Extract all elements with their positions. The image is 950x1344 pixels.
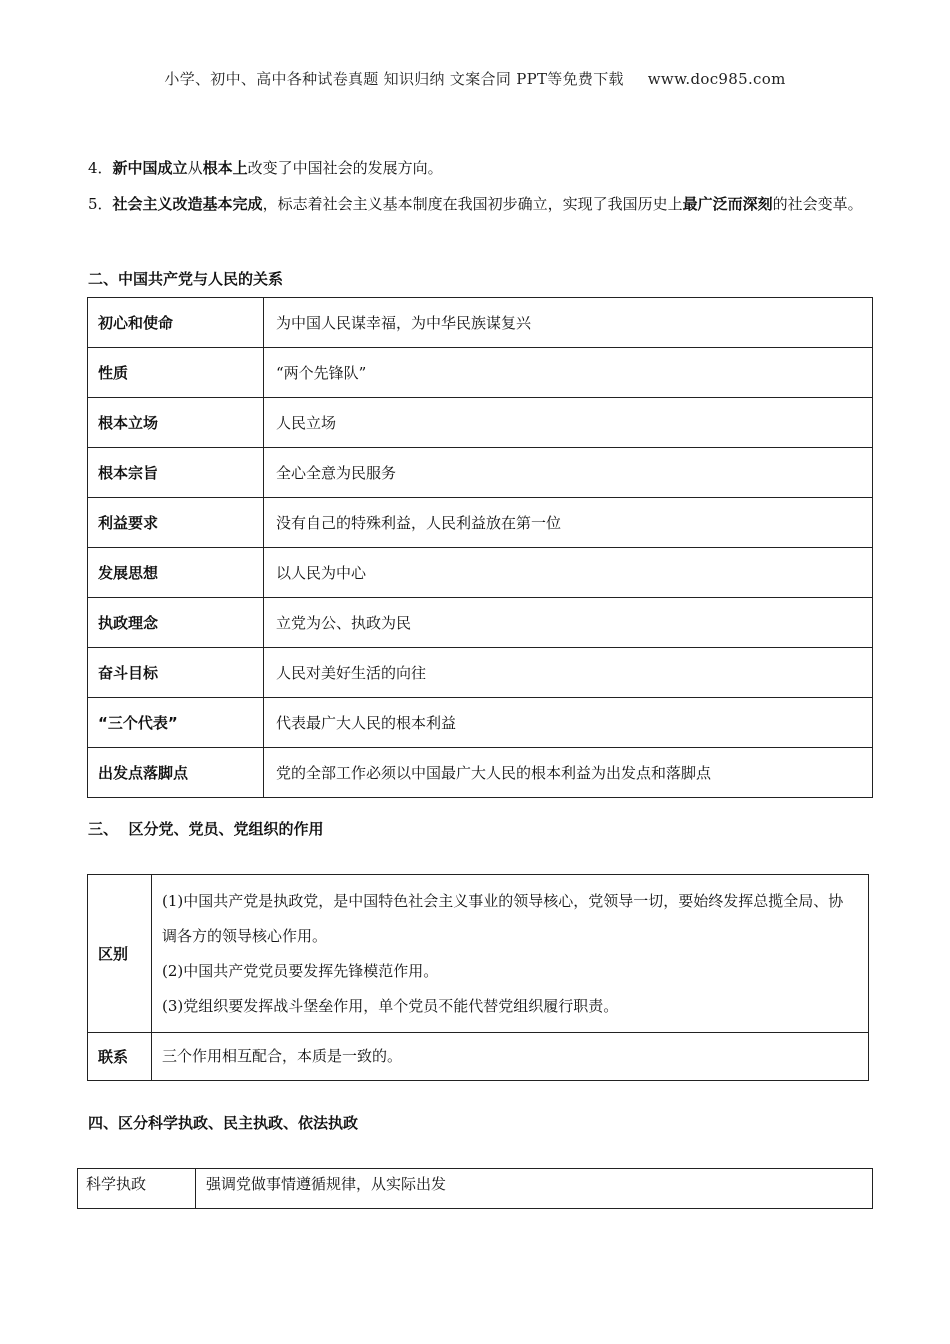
row-key: 区别 — [88, 875, 152, 1033]
row-value: 为中国人民谋幸福，为中华民族谋复兴 — [264, 298, 873, 348]
row-value: 强调党做事情遵循规律，从实际出发 — [196, 1169, 873, 1209]
party-people-table — [87, 297, 873, 798]
row-value: 人民立场 — [264, 398, 873, 448]
body-text: 改变了中国社会的发展方向。 — [247, 159, 443, 177]
row-key: 根本立场 — [88, 398, 264, 448]
row-value: 党的全部工作必须以中国最广大人民的根本利益为出发点和落脚点 — [264, 748, 873, 798]
table-row — [88, 1033, 869, 1081]
table-row — [88, 448, 873, 498]
row-key: 执政理念 — [88, 598, 264, 648]
body-text: ，标志着社会主义基本制度在我国初步确立，实现了我国历史上 — [262, 195, 683, 213]
paragraph-5 — [88, 186, 868, 222]
header-text: 小学、初中、高中各种试卷真题 知识归纳 文案合同 PPT等免费下载 — [164, 70, 624, 88]
header-site: www.doc985.com — [647, 70, 786, 88]
row-key: 利益要求 — [88, 498, 264, 548]
row-value — [152, 875, 869, 1033]
table-row — [88, 748, 873, 798]
row-key: 科学执政 — [78, 1169, 196, 1209]
section-3-title-text: 三、 区分党、党员、党组织的作用 — [88, 820, 324, 838]
diff-line: (3)党组织要发挥战斗堡垒作用，单个党员不能代替党组织履行职责。 — [162, 996, 619, 1015]
bold-term: 新中国成立 — [112, 159, 188, 177]
table-row — [88, 648, 873, 698]
row-key: 性质 — [88, 348, 264, 398]
body-text: 的社会变革。 — [772, 195, 863, 213]
row-key: 出发点落脚点 — [88, 748, 264, 798]
section-2-title: 二、中国共产党与人民的关系 — [88, 270, 284, 288]
table-row — [88, 698, 873, 748]
section-4-title: 四、区分科学执政、民主执政、依法执政 — [88, 1114, 359, 1132]
table-row — [88, 548, 873, 598]
row-value: 立党为公、执政为民 — [264, 598, 873, 648]
list-number: 4． — [88, 159, 113, 177]
row-key: 奋斗目标 — [88, 648, 264, 698]
row-key: 初心和使命 — [88, 298, 264, 348]
row-value: 全心全意为民服务 — [264, 448, 873, 498]
bold-term: 最广泛而深刻 — [682, 195, 773, 213]
row-value: 代表最广大人民的根本利益 — [264, 698, 873, 748]
diff-line: (2)中国共产党党员要发挥先锋模范作用。 — [162, 961, 439, 980]
table-row — [88, 875, 869, 1033]
diff-line: (1)中国共产党是执政党，是中国特色社会主义事业的领导核心，党领导一切，要始终发挥总揽全局、协调各方的领导核心作用。 — [162, 891, 844, 945]
bold-term: 根本上 — [202, 159, 248, 177]
page-header — [0, 68, 950, 89]
table-row — [88, 498, 873, 548]
table-row — [78, 1169, 873, 1209]
table-row — [88, 298, 873, 348]
section-3-title — [88, 818, 323, 839]
row-value: 没有自己的特殊利益，人民利益放在第一位 — [264, 498, 873, 548]
row-value: “两个先锋队” — [264, 348, 873, 398]
paragraph-4 — [88, 150, 868, 186]
table-row — [88, 348, 873, 398]
body-text: 从 — [187, 159, 203, 177]
table-row — [88, 598, 873, 648]
party-roles-table — [87, 874, 869, 1081]
row-value: 人民对美好生活的向往 — [264, 648, 873, 698]
row-key: 联系 — [88, 1033, 152, 1081]
row-value: 三个作用相互配合，本质是一致的。 — [152, 1033, 869, 1081]
governance-table — [77, 1168, 873, 1209]
bold-term: 社会主义改造基本完成 — [112, 195, 263, 213]
table-row — [88, 398, 873, 448]
row-value: 以人民为中心 — [264, 548, 873, 598]
row-key: 根本宗旨 — [88, 448, 264, 498]
row-key: 发展思想 — [88, 548, 264, 598]
row-key: “三个代表” — [88, 698, 264, 748]
list-number: 5． — [88, 195, 113, 213]
